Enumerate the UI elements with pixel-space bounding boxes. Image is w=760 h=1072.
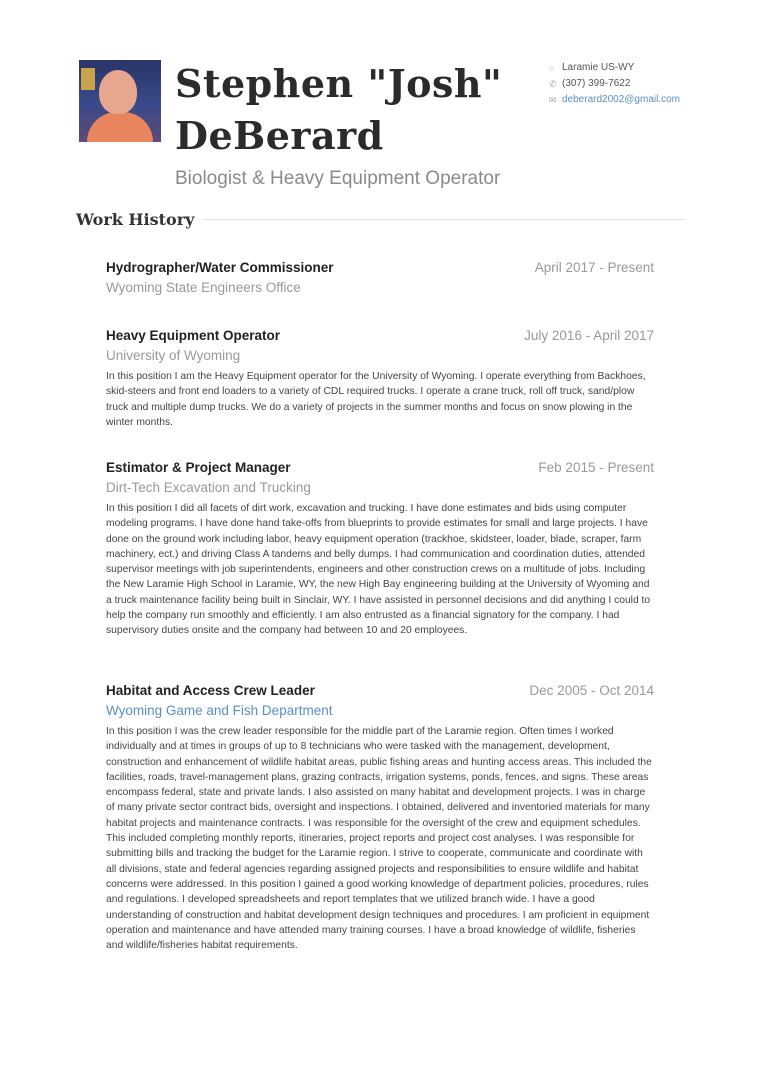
contact-location-row [549, 60, 680, 76]
phone-icon: ✆ [549, 79, 557, 89]
job-date: April 2017 - Present [534, 260, 654, 275]
envelope-icon: ✉ [549, 95, 557, 105]
flag-graphic [81, 68, 95, 90]
contact-phone[interactable]: (307) 399-7622 [562, 78, 631, 89]
contact-location: Laramie US-WY [562, 62, 635, 73]
resume-name: Stephen "Josh" DeBerard [175, 61, 503, 158]
job-organization: Wyoming State Engineers Office [106, 280, 301, 295]
work-history-header [76, 210, 684, 229]
job-description: In this position I was the crew leader responsible for the middle part of the Laramie region. Often times I worked individually and at times in groups of up to 8 technicians who were tasked with the management, development, construction and enhancement of wildlife habitat areas, public fishing areas and hunting access areas. This included the facilities, roads, travel-management plans, grazing contracts, irrigation systems, ponds, fences, and signs. These areas encompass federal, state and private lands. I also assisted on many habitat and development projects. I was in charge of many private sector contract bids, oversight and inspections. I obtained, delivered and inventoried materials for many habitat projects and maintenance contracts. I was responsible for the oversight of the crew and equipment schedules. This included completing monthly reports, itineraries, project reports and project cost analyses. I was responsible for submitting bills and tracking the budget for the Laramie region. I strive to cooperate, communicate and coordinate with all divisions, state and federal agencies regarding assigned projects and responsibilities to ensure wildlife and habitat concerns were addressed. In this position I gained a good working knowledge of department policies, procedures, rules and regulations. I developed spreadsheets and report templates that we utilized branch wide. I have a good understanding of construction and habitat development design techniques and procedures. I am proficient in equipment operation and maintenance and have attended many training courses. I have a broad knowledge of wildlife, fisheries and wildlife/fisheries habitat requirements. [106, 726, 652, 952]
job-entry [106, 328, 654, 430]
resume-subtitle: Biologist & Heavy Equipment Operator [175, 168, 501, 189]
job-organization: Dirt-Tech Excavation and Trucking [106, 480, 311, 495]
location-pin-icon: ○ [549, 63, 555, 73]
contact-email-row [549, 92, 680, 108]
job-title: Heavy Equipment Operator [106, 328, 281, 343]
job-organization: University of Wyoming [106, 348, 241, 363]
job-entry [106, 260, 654, 295]
face-graphic [99, 70, 137, 114]
contact-block [549, 60, 680, 108]
job-title: Hydrographer/Water Commissioner [106, 260, 334, 275]
section-title: Work History [76, 210, 195, 229]
contact-email[interactable]: deberard2002@gmail.com [562, 94, 680, 105]
job-entry [106, 683, 654, 953]
job-date: July 2016 - April 2017 [524, 328, 654, 343]
shirt-graphic [87, 112, 153, 142]
job-entry [106, 460, 654, 639]
profile-photo [79, 60, 161, 142]
job-date: Feb 2015 - Present [538, 460, 654, 475]
job-description: In this position I did all facets of dirt work, excavation and trucking. I have done estimates and bids using computer modeling programs. I have done hand take-offs from blueprints to provide estimates for small and large projects. I have done on the ground work including labor, heavy equipment operation (trackhoe, skidsteer, loader, blade, scraper, farm machinery, ect.) and driving Class A tandems and belly dumps. I had communication and coordination duties, attended supervisor meetings with job superintendents, engineers and other construction crews on a multitude of jobs. Including the New Laramie High School in Laramie, WY, the new High Bay engineering building at the University of Wyoming and a truck maintenance facility being built in Sinclair, WY. I have assisted in personnel decisions and did anything I could to help the company run smoothly and efficiently. I am also entrusted as a financial signatory for the company. I had supervisory duties onsite and the company had between 10 and 20 employees. [106, 503, 651, 637]
job-description: In this position I am the Heavy Equipment operator for the University of Wyoming. I operate everything from Backhoes, skid-steers and front end loaders to a variety of CDL required trucks. I operate a crane truck, roll off truck, sand/plow truck and multiple dump trucks. We do a variety of projects in the summer months and focus on snow plowing in the winter months. [106, 371, 646, 428]
job-organization-link[interactable]: Wyoming Game and Fish Department [106, 703, 333, 718]
job-title: Estimator & Project Manager [106, 460, 291, 475]
job-title: Habitat and Access Crew Leader [106, 683, 315, 698]
contact-phone-row [549, 76, 680, 92]
job-date: Dec 2005 - Oct 2014 [529, 683, 654, 698]
section-divider [204, 219, 684, 220]
